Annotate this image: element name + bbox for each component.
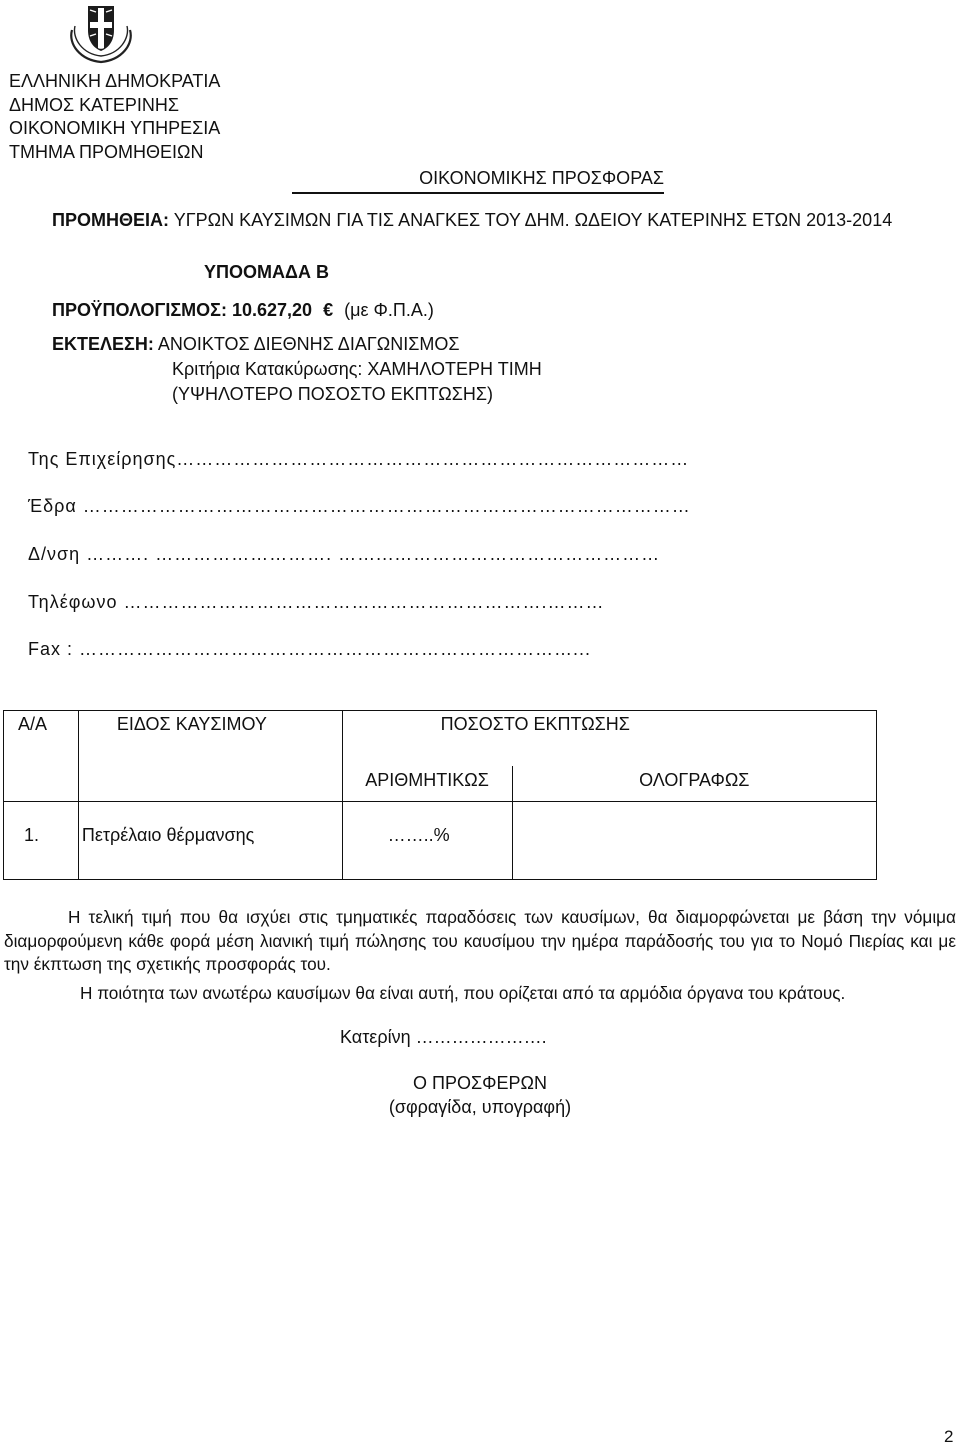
- award-criteria-detail: (ΥΨΗΛΟΤΕΡΟ ΠΟΣΟΣΤΟ ΕΚΠΤΩΣΗΣ): [172, 384, 494, 404]
- header-line: ΤΜΗΜΑ ΠΡΟΜΗΘΕΙΩΝ: [9, 141, 204, 162]
- header-line: ΔΗΜΟΣ ΚΑΤΕΡΙΝΗΣ: [9, 94, 179, 115]
- col-numeric-header: ΑΡΙΘΜΗΤΙΚΩΣ: [342, 766, 512, 802]
- execution-label: ΕΚΤΕΛΕΣΗ:: [52, 334, 154, 354]
- award-criteria: Κριτήρια Κατακύρωσης: ΧΑΜΗΛΟΤΕΡΗ ΤΙΜΗ: [172, 359, 542, 379]
- col-type-header: ΕΙΔΟΣ ΚΑΥΣΙΜΟΥ: [78, 711, 342, 802]
- subgroup-label: ΥΠΟΟΜΑΔΑ Β: [204, 262, 329, 282]
- signatory-title: Ο ΠΡΟΣΦΕΡΩΝ: [413, 1073, 547, 1093]
- row-index: 1.: [4, 802, 79, 880]
- col-discount-header: ΠΟΣΟΣΤΟ ΕΚΠΤΩΣΗΣ: [342, 711, 876, 766]
- header-line: ΟΙΚΟΝΟΜΙΚΗ ΥΠΗΡΕΣΙΑ: [9, 118, 221, 138]
- budget-line: [52, 300, 434, 321]
- col-words-header: ΟΛΟΓΡΑΦΩΣ: [512, 766, 877, 802]
- offer-title: [292, 168, 664, 194]
- offer-table: [3, 710, 877, 880]
- table-row: [4, 802, 877, 880]
- address-field[interactable]: Δ/νση ………. ………………………. ……...……………………………………: [28, 544, 661, 564]
- budget-label: ΠΡΟΫΠΟΛΟΓΙΣΜΟΣ:: [52, 300, 227, 320]
- offer-title-text: ΟΙΚΟΝΟΜΙΚΗΣ ΠΡΟΣΦΟΡΑΣ: [419, 168, 664, 188]
- execution-line: [52, 334, 459, 355]
- signatory-note: (σφραγίδα, υπογραφή): [388, 1097, 572, 1117]
- execution-value: ΑΝΟΙΚΤΟΣ ΔΙΕΘΝΗΣ ΔΙΑΓΩΝΙΣΜΟΣ: [157, 334, 460, 354]
- page-number: 2: [944, 1427, 954, 1446]
- pricing-paragraph: Η τελική τιμή που θα ισχύει στις τμηματικές παραδόσεις των καυσίμων, θα διαμορφώνεται με βάση την νόμιμα διαμορφούμενη κάθε φορά μέση λιανική τιμή πώλησης του καυσίμου την ημέρα παράδοσής του για το Νομό Πιερίας και με την έκπτωση της σχετικής προσφοράς του.: [4, 907, 956, 974]
- row-fuel-type: Πετρέλαιο θέρμανσης: [78, 802, 342, 880]
- currency-symbol: €: [323, 300, 334, 320]
- procurement-label: ΠΡΟΜΗΘΕΙΑ:: [52, 210, 169, 230]
- vat-note: (με Φ.Π.Α.): [344, 300, 434, 320]
- quality-paragraph: Η ποιότητα των ανωτέρω καυσίμων θα είναι αυτή, που ορίζεται από τα αρμόδια όργανα του κράτους.: [80, 983, 846, 1003]
- row-discount-numeric[interactable]: ……..%: [342, 802, 512, 880]
- row-discount-words[interactable]: [512, 802, 877, 880]
- seat-field[interactable]: Έδρα ……………………………………………………………………………………: [28, 496, 691, 516]
- procurement-line: [52, 210, 892, 231]
- company-field[interactable]: Της Επιχείρησης………………………………………………………………………: [28, 449, 690, 469]
- coat-of-arms-emblem: [66, 0, 136, 64]
- col-index-header: Α/Α: [4, 711, 79, 802]
- table-header-row: [4, 711, 877, 766]
- fax-field[interactable]: Fax : ……………………………………………………………………...: [28, 639, 592, 659]
- place-date: Κατερίνη ………………….: [340, 1027, 547, 1047]
- procurement-value: ΥΓΡΩΝ ΚΑΥΣΙΜΩΝ ΓΙΑ ΤΙΣ ΑΝΑΓΚΕΣ ΤΟΥ ΔΗΜ. ΩΔΕΙΟΥ ΚΑΤΕΡΙΝΗΣ ΕΤΩΝ 2013-2014: [173, 210, 893, 230]
- budget-amount: 10.627,20: [231, 300, 313, 320]
- issuer-header: [9, 70, 220, 164]
- phone-field[interactable]: Τηλέφωνο ………………………………………………………….………: [28, 592, 605, 612]
- header-line: ΕΛΛΗΝΙΚΗ ΔΗΜΟΚΡΑΤΙΑ: [9, 71, 221, 91]
